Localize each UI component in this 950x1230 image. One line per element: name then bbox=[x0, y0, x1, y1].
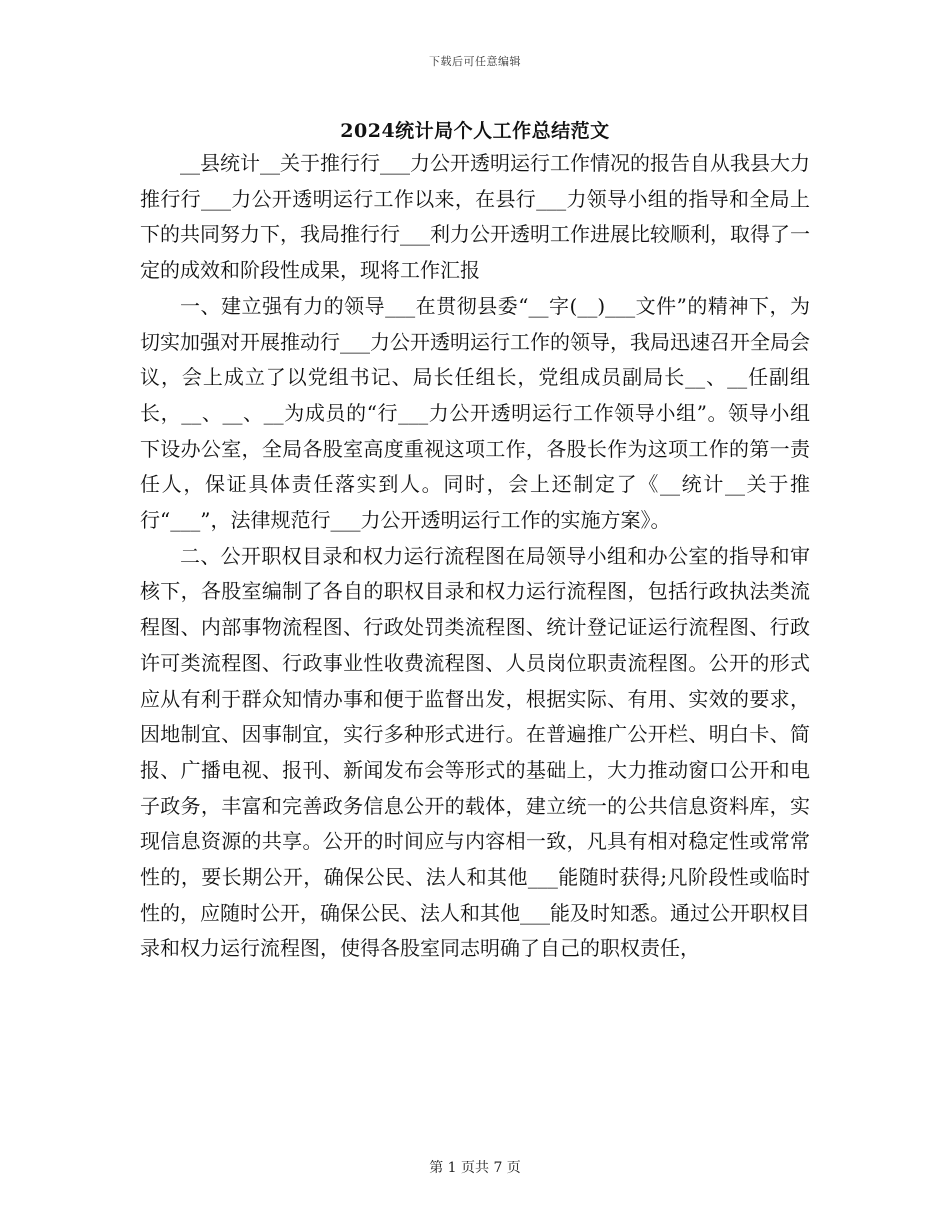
document-title: 2024统计局个人工作总结范文 bbox=[340, 120, 610, 142]
paragraph-section-1: 一、建立强有力的领导___在贯彻县委“__字(__)___文件”的精神下，为切实加强对开展推动行___力公开透明运行工作的领导，我局迅速召开全局会议，会上成立了以党组书记、局长任组长，党组成员副局长__、__任副组长，__、__、__为成员的“行___力公开透明运行工作领导小组”。领导小组下设办公室，全局各股室高度重视这项工作，各股长作为这项工作的第一责任人，保证具体责任落实到人。同时，会上还制定了《__统计__关于推行“___”，法律规范行___力公开透明运行工作的实施方案》。 bbox=[140, 293, 810, 533]
document-body bbox=[140, 146, 810, 967]
page-header-note: 下载后可任意编辑 bbox=[429, 55, 521, 68]
page-footer-number: 第 1 页共 7 页 bbox=[429, 1160, 521, 1176]
paragraph-intro: __县统计__关于推行行___力公开透明运行工作情况的报告自从我县大力推行行___力公开透明运行工作以来，在县行___力领导小组的指导和全局上下的共同努力下，我局推行行___利力公开透明工作进展比较顺利，取得了一定的成效和阶段性成果，现将工作汇报 bbox=[140, 151, 810, 283]
paragraph-section-2: 二、公开职权目录和权力运行流程图在局领导小组和办公室的指导和审核下，各股室编制了各自的职权目录和权力运行流程图，包括行政执法类流程图、内部事物流程图、行政处罚类流程图、统计登记证运行流程图、行政许可类流程图、行政事业性收费流程图、人员岗位职责流程图。公开的形式应从有利于群众知情办事和便于监督出发，根据实际、有用、实效的要求，因地制宜、因事制宜，实行多种形式进行。在普遍推广公开栏、明白卡、简报、广播电视、报刊、新闻发布会等形式的基础上，大力推动窗口公开和电子政务，丰富和完善政务信息公开的载体，建立统一的公共信息资料库，实现信息资源的共享。公开的时间应与内容相一致，凡具有相对稳定性或常常性的，要长期公开，确保公民、法人和其他___能随时获得;凡阶段性或临时性的，应随时公开，确保公民、法人和其他___能及时知悉。通过公开职权目录和权力运行流程图，使得各股室同志明确了自己的职权责任， bbox=[140, 543, 810, 961]
